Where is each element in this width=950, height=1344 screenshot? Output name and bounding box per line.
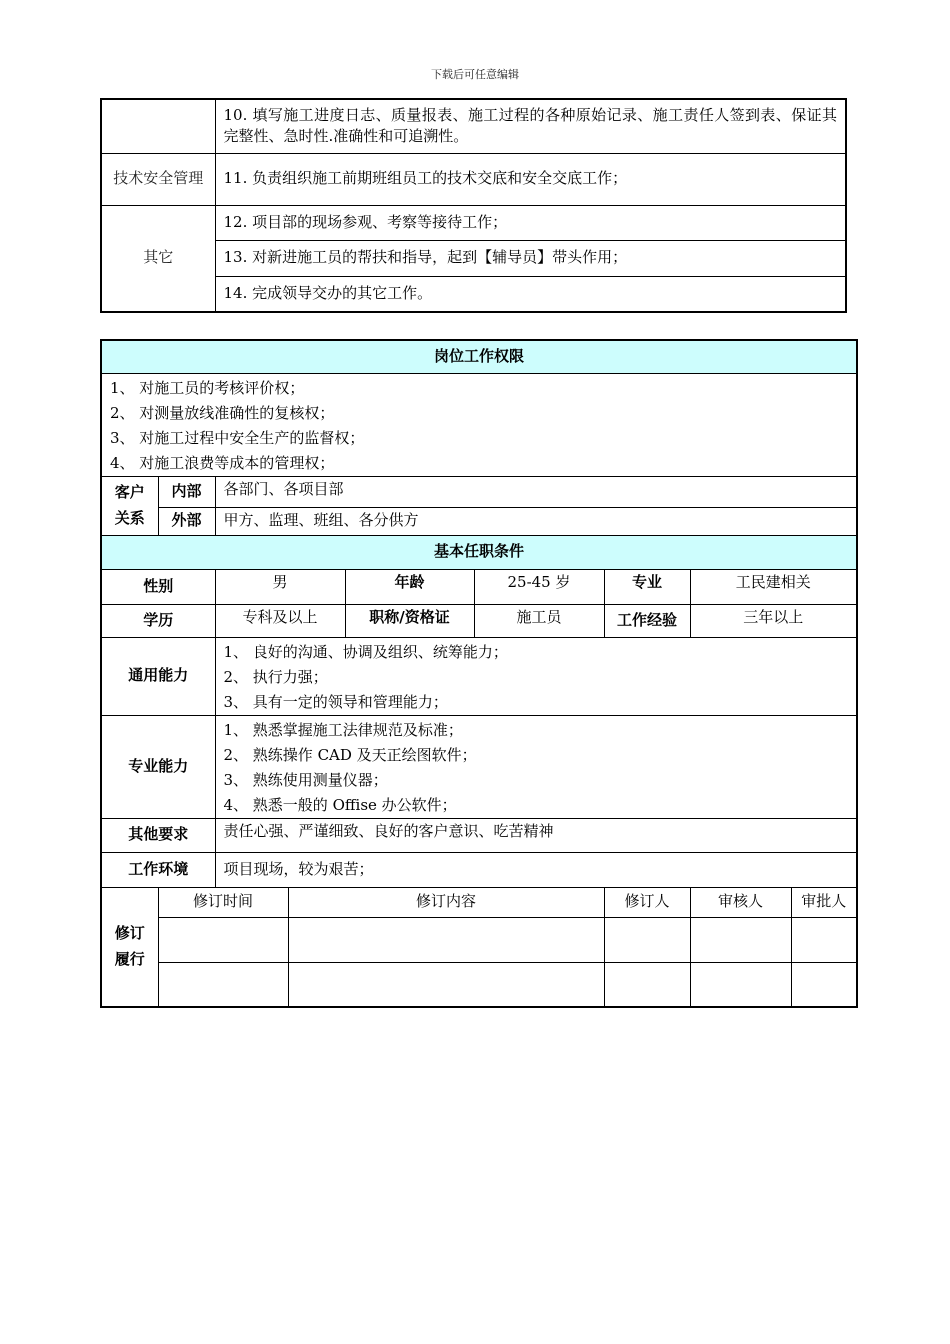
internal-label: 内部 [158, 476, 215, 507]
gender-label: 性别 [101, 569, 215, 604]
revision-row [101, 917, 857, 962]
professional-ability-item: 4、 熟悉一般的 Offise 办公软件； [223, 795, 457, 814]
authority-item: 4、 对施工浪费等成本的管理权； [110, 453, 335, 472]
page-header: 下载后可任意编辑 [431, 68, 519, 81]
external-value: 甲方、监理、班组、各分供方 [215, 507, 857, 535]
duty-item: 13. 对新进施工员的帮扶和指导，起到【辅导员】带头作用； [215, 240, 846, 276]
authority-item: 1、 对施工员的考核评价权； [110, 378, 305, 397]
authority-item: 3、 对施工过程中安全生产的监督权； [110, 428, 365, 447]
authority-item: 2、 对测量放线准确性的复核权； [110, 403, 335, 422]
duty-row [101, 99, 846, 153]
professional-ability-item: 2、 熟练操作 CAD 及天正绘图软件； [223, 745, 477, 764]
revision-cell[interactable] [604, 917, 690, 962]
professional-ability-label: 专业能力 [101, 715, 215, 818]
general-ability-list [215, 637, 857, 715]
revision-header-content: 修订内容 [288, 887, 604, 917]
internal-value: 各部门、各项目部 [215, 476, 857, 507]
age-label: 年龄 [345, 569, 474, 604]
revision-header-reviser: 修订人 [604, 887, 690, 917]
major-value: 工民建相关 [690, 569, 857, 604]
general-ability-label: 通用能力 [101, 637, 215, 715]
experience-value: 三年以上 [690, 604, 857, 637]
work-environment-value: 项目现场，较为艰苦； [215, 852, 857, 887]
revision-cell[interactable] [690, 962, 791, 1007]
revision-cell[interactable] [158, 962, 288, 1007]
authority-list [101, 373, 857, 476]
revision-row [101, 962, 857, 1007]
experience-label: 工作经验 [604, 604, 690, 637]
revision-cell[interactable] [288, 962, 604, 1007]
duty-item: 10. 填写施工进度日志、质量报表、施工过程的各种原始记录、施工责任人签到表、保证其完整性、急时性.准确性和可追溯性。 [215, 99, 846, 153]
duty-row [101, 153, 846, 205]
education-value: 专科及以上 [215, 604, 345, 637]
revision-cell[interactable] [158, 917, 288, 962]
duty-item: 14. 完成领导交办的其它工作。 [215, 276, 846, 312]
duty-category: 其它 [101, 205, 215, 312]
qualifications-title: 基本任职条件 [101, 535, 857, 569]
other-requirements-value: 责任心强、严谨细致、良好的客户意识、吃苦精神 [215, 818, 857, 852]
title-cert-value: 施工员 [474, 604, 604, 637]
duty-category [101, 99, 215, 153]
revision-header-reviewer: 审核人 [690, 887, 791, 917]
other-requirements-label: 其他要求 [101, 818, 215, 852]
professional-ability-list [215, 715, 857, 818]
revision-label: 修订履行 [101, 887, 158, 1007]
duty-row [101, 205, 846, 240]
professional-ability-item: 1、 熟悉掌握施工法律规范及标准； [223, 720, 463, 739]
duty-item: 12. 项目部的现场参观、考察等接待工作； [215, 205, 846, 240]
revision-header-approver: 审批人 [791, 887, 857, 917]
title-cert-label: 职称/资格证 [345, 604, 474, 637]
major-label: 专业 [604, 569, 690, 604]
duty-category: 技术安全管理 [101, 153, 215, 205]
client-relations-label: 客户关系 [101, 476, 158, 535]
revision-cell[interactable] [604, 962, 690, 1007]
revision-cell[interactable] [791, 917, 857, 962]
work-environment-label: 工作环境 [101, 852, 215, 887]
education-label: 学历 [101, 604, 215, 637]
general-ability-item: 3、 具有一定的领导和管理能力； [223, 692, 448, 711]
general-ability-item: 1、 良好的沟通、协调及组织、统筹能力； [223, 642, 508, 661]
age-value: 25-45 岁 [474, 569, 604, 604]
external-label: 外部 [158, 507, 215, 535]
revision-header-time: 修订时间 [158, 887, 288, 917]
job-spec-table [100, 339, 858, 1008]
revision-cell[interactable] [690, 917, 791, 962]
authority-title: 岗位工作权限 [101, 340, 857, 373]
gender-value: 男 [215, 569, 345, 604]
revision-cell[interactable] [288, 917, 604, 962]
general-ability-item: 2、 执行力强； [223, 667, 328, 686]
professional-ability-item: 3、 熟练使用测量仪器； [223, 770, 388, 789]
revision-cell[interactable] [791, 962, 857, 1007]
duty-item: 11. 负责组织施工前期班组员工的技术交底和安全交底工作； [215, 153, 846, 205]
duties-table [100, 98, 847, 313]
